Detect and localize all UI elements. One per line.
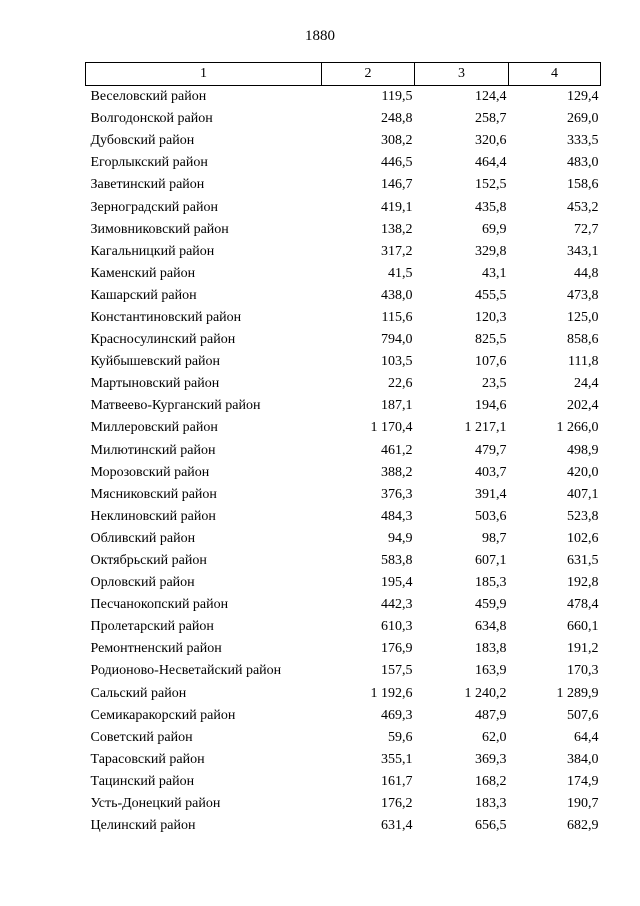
value-col-3-cell: 1 240,2 (464, 685, 507, 701)
district-name-cell: Куйбышевский район (90, 354, 221, 370)
district-data-table (85, 62, 601, 837)
district-name-cell: Заветинский район (90, 177, 205, 193)
value-col-3-cell: 163,9 (475, 663, 507, 679)
value-col-3-cell: 607,1 (475, 553, 507, 569)
district-name-cell: Пролетарский район (90, 619, 214, 635)
value-col-2-cell: 94,9 (388, 530, 413, 546)
value-col-3-cell: 183,8 (475, 641, 507, 657)
value-col-4-cell: 202,4 (567, 398, 599, 414)
district-name-cell: Тацинский район (90, 773, 195, 789)
table-row (86, 130, 601, 152)
value-col-4-cell: 129,4 (567, 89, 599, 105)
value-col-4-cell: 858,6 (567, 332, 599, 348)
value-col-4-cell: 631,5 (567, 553, 599, 569)
value-col-3-cell: 435,8 (475, 199, 507, 215)
value-col-4-cell: 343,1 (567, 243, 599, 259)
value-col-3-cell: 455,5 (475, 287, 507, 303)
value-col-4-cell: 507,6 (567, 707, 599, 723)
value-col-2-cell: 176,9 (381, 641, 413, 657)
header-col-4: 4 (509, 63, 601, 86)
table-row (86, 771, 601, 793)
value-col-3-cell: 120,3 (475, 309, 507, 325)
district-name-cell: Зимовниковский район (90, 221, 229, 237)
value-col-2-cell: 388,2 (381, 464, 413, 480)
district-name-cell: Каменский район (90, 265, 196, 281)
value-col-4-cell: 660,1 (567, 619, 599, 635)
header-col-2: 2 (322, 63, 415, 86)
value-col-3-cell: 23,5 (482, 376, 507, 392)
value-col-3-cell: 459,9 (475, 597, 507, 613)
value-col-4-cell: 1 289,9 (556, 685, 599, 701)
table-row (86, 263, 601, 285)
value-col-2-cell: 157,5 (381, 663, 413, 679)
value-col-4-cell: 420,0 (567, 464, 599, 480)
value-col-3-cell: 168,2 (475, 773, 507, 789)
district-name-cell: Зерноградский район (90, 199, 218, 215)
value-col-3-cell: 1 217,1 (464, 420, 507, 436)
district-name-cell: Советский район (90, 729, 193, 745)
value-col-3-cell: 183,3 (475, 796, 507, 812)
value-col-2-cell: 176,2 (381, 796, 413, 812)
value-col-4-cell: 407,1 (567, 486, 599, 502)
district-name-cell: Семикаракорский район (90, 707, 236, 723)
value-col-2-cell: 146,7 (381, 177, 413, 193)
value-col-2-cell: 308,2 (381, 133, 413, 149)
value-col-4-cell: 174,9 (567, 773, 599, 789)
value-col-4-cell: 64,4 (574, 729, 599, 745)
value-col-4-cell: 498,9 (567, 442, 599, 458)
district-name-cell: Кашарский район (90, 287, 197, 303)
header-row (86, 63, 601, 86)
table-row (86, 219, 601, 241)
district-name-cell: Морозовский район (90, 464, 210, 480)
value-col-2-cell: 195,4 (381, 575, 413, 591)
table-row (86, 616, 601, 638)
district-name-cell: Целинский район (90, 818, 196, 834)
value-col-3-cell: 656,5 (475, 818, 507, 834)
value-col-4-cell: 483,0 (567, 155, 599, 171)
district-name-cell: Константиновский район (90, 309, 242, 325)
value-col-2-cell: 631,4 (381, 818, 413, 834)
value-col-3-cell: 369,3 (475, 751, 507, 767)
value-col-2-cell: 461,2 (381, 442, 413, 458)
table-row (86, 660, 601, 682)
value-col-4-cell: 473,8 (567, 287, 599, 303)
table-row (86, 86, 601, 109)
value-col-2-cell: 794,0 (381, 332, 413, 348)
value-col-2-cell: 187,1 (381, 398, 413, 414)
value-col-4-cell: 24,4 (574, 376, 599, 392)
value-col-3-cell: 464,4 (475, 155, 507, 171)
district-name-cell: Обливский район (90, 530, 196, 546)
value-col-3-cell: 258,7 (475, 111, 507, 127)
district-name-cell: Веселовский район (90, 89, 207, 105)
district-name-cell: Матвеево-Курганский район (90, 398, 261, 414)
table-row (86, 506, 601, 528)
district-name-cell: Дубовский район (90, 133, 195, 149)
value-col-2-cell: 469,3 (381, 707, 413, 723)
value-col-4-cell: 333,5 (567, 133, 599, 149)
district-name-cell: Неклиновский район (90, 508, 216, 524)
table-row (86, 440, 601, 462)
value-col-2-cell: 442,3 (381, 597, 413, 613)
value-col-2-cell: 610,3 (381, 619, 413, 635)
table-row (86, 174, 601, 196)
value-col-3-cell: 152,5 (475, 177, 507, 193)
value-col-2-cell: 438,0 (381, 287, 413, 303)
value-col-4-cell: 190,7 (567, 796, 599, 812)
table-row (86, 594, 601, 616)
value-col-3-cell: 391,4 (475, 486, 507, 502)
table-row (86, 351, 601, 373)
value-col-3-cell: 62,0 (482, 729, 507, 745)
value-col-2-cell: 484,3 (381, 508, 413, 524)
value-col-2-cell: 248,8 (381, 111, 413, 127)
table-row (86, 793, 601, 815)
district-name-cell: Песчанокопский район (90, 597, 229, 613)
value-col-2-cell: 119,5 (381, 89, 413, 105)
value-col-2-cell: 115,6 (381, 309, 413, 325)
table-row (86, 749, 601, 771)
value-col-3-cell: 329,8 (475, 243, 507, 259)
table-row (86, 329, 601, 351)
value-col-4-cell: 158,6 (567, 177, 599, 193)
district-name-cell: Волгодонской район (90, 111, 213, 127)
header-col-1: 1 (86, 63, 322, 86)
district-name-cell: Егорлыкский район (90, 155, 208, 171)
value-col-4-cell: 1 266,0 (556, 420, 599, 436)
table-header (86, 63, 601, 86)
value-col-4-cell: 102,6 (567, 530, 599, 546)
value-col-3-cell: 479,7 (475, 442, 507, 458)
value-col-2-cell: 161,7 (381, 773, 413, 789)
value-col-4-cell: 44,8 (574, 265, 599, 281)
value-col-3-cell: 124,4 (475, 89, 507, 105)
table-row (86, 484, 601, 506)
table-row (86, 638, 601, 660)
value-col-4-cell: 125,0 (567, 309, 599, 325)
value-col-3-cell: 43,1 (482, 265, 507, 281)
district-name-cell: Милютинский район (90, 442, 216, 458)
value-col-3-cell: 634,8 (475, 619, 507, 635)
value-col-3-cell: 185,3 (475, 575, 507, 591)
value-col-2-cell: 138,2 (381, 221, 413, 237)
table-row (86, 241, 601, 263)
table-row (86, 572, 601, 594)
value-col-3-cell: 320,6 (475, 133, 507, 149)
table-row (86, 196, 601, 218)
district-name-cell: Мясниковский район (90, 486, 217, 502)
value-col-2-cell: 317,2 (381, 243, 413, 259)
value-col-2-cell: 59,6 (388, 729, 413, 745)
value-col-4-cell: 478,4 (567, 597, 599, 613)
district-name-cell: Сальский район (90, 685, 187, 701)
value-col-3-cell: 487,9 (475, 707, 507, 723)
value-col-4-cell: 453,2 (567, 199, 599, 215)
district-name-cell: Тарасовский район (90, 751, 205, 767)
value-col-2-cell: 41,5 (388, 265, 413, 281)
value-col-2-cell: 1 192,6 (370, 685, 413, 701)
district-name-cell: Усть-Донецкий район (90, 796, 221, 812)
table-row (86, 373, 601, 395)
value-col-2-cell: 1 170,4 (370, 420, 413, 436)
header-col-3: 3 (415, 63, 509, 86)
value-col-2-cell: 583,8 (381, 553, 413, 569)
value-col-3-cell: 825,5 (475, 332, 507, 348)
page-number: 1880 (305, 28, 335, 44)
district-name-cell: Миллеровский район (90, 420, 218, 436)
value-col-2-cell: 355,1 (381, 751, 413, 767)
value-col-4-cell: 269,0 (567, 111, 599, 127)
value-col-3-cell: 403,7 (475, 464, 507, 480)
table-row (86, 108, 601, 130)
value-col-4-cell: 191,2 (567, 641, 599, 657)
table-row (86, 285, 601, 307)
table-row (86, 815, 601, 837)
value-col-2-cell: 419,1 (381, 199, 413, 215)
district-name-cell: Родионово-Несветайский район (90, 663, 282, 679)
value-col-3-cell: 98,7 (482, 530, 507, 546)
district-name-cell: Ремонтненский район (90, 641, 222, 657)
value-col-4-cell: 111,8 (568, 354, 599, 370)
value-col-4-cell: 170,3 (567, 663, 599, 679)
district-name-cell: Мартыновский район (90, 376, 220, 392)
table-row (86, 705, 601, 727)
table-row (86, 462, 601, 484)
table-row (86, 417, 601, 439)
table-row (86, 307, 601, 329)
value-col-2-cell: 376,3 (381, 486, 413, 502)
value-col-4-cell: 523,8 (567, 508, 599, 524)
table-row (86, 683, 601, 705)
value-col-4-cell: 682,9 (567, 818, 599, 834)
value-col-4-cell: 384,0 (567, 751, 599, 767)
table-row (86, 152, 601, 174)
district-name-cell: Кагальницкий район (90, 243, 215, 259)
value-col-3-cell: 503,6 (475, 508, 507, 524)
table-row (86, 528, 601, 550)
value-col-4-cell: 192,8 (567, 575, 599, 591)
value-col-4-cell: 72,7 (574, 221, 599, 237)
table-row (86, 550, 601, 572)
value-col-2-cell: 446,5 (381, 155, 413, 171)
district-name-cell: Красносулинский район (90, 332, 236, 348)
district-name-cell: Орловский район (90, 575, 195, 591)
value-col-3-cell: 194,6 (475, 398, 507, 414)
value-col-3-cell: 69,9 (482, 221, 507, 237)
value-col-2-cell: 22,6 (388, 376, 413, 392)
district-name-cell: Октябрьский район (90, 553, 207, 569)
table-body (86, 86, 601, 838)
table-row (86, 727, 601, 749)
table-row (86, 395, 601, 417)
value-col-2-cell: 103,5 (381, 354, 413, 370)
value-col-3-cell: 107,6 (475, 354, 507, 370)
